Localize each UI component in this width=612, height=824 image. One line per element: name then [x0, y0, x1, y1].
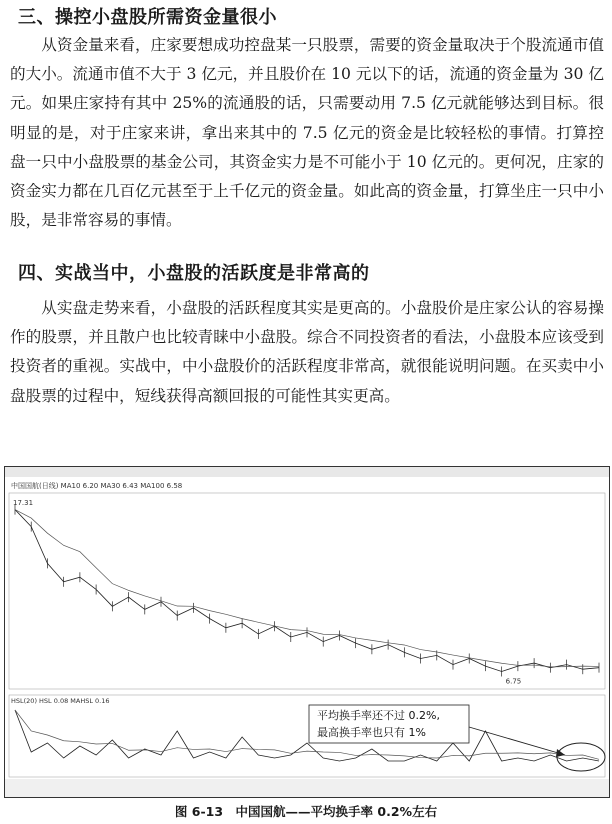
stock-chart-svg: [5, 467, 609, 797]
annotation-text-line1: 平均换手率还不过 0.2%,: [317, 709, 440, 722]
annotation-arrow: [469, 727, 565, 755]
price-series: [15, 505, 599, 677]
price-line: [15, 510, 599, 672]
chart-header-label: 中国国航(日线) MA10 6.20 MA30 6.43 MA100 6.58: [11, 482, 183, 490]
price-low-label: 6.75: [505, 677, 522, 686]
price-panel: [9, 493, 605, 689]
stock-chart-figure: [4, 466, 610, 798]
section-heading-4: 四、实战当中，小盘股的活跃度是非常高的: [18, 263, 370, 284]
moving-average-line: [15, 510, 599, 667]
price-high-label: 17.31: [13, 499, 34, 507]
volume-panel-label: HSL(20) HSL 0.08 MAHSL 0.16: [11, 697, 110, 705]
annotation-text-line2: 最高换手率也只有 1%: [317, 726, 426, 739]
chart-toolbar: [5, 467, 609, 477]
turnover-average-line: [15, 710, 599, 759]
figure-caption: 图 6-13 中国国航——平均换手率 0.2%左右: [174, 804, 438, 819]
section-paragraph-4: 从实盘走势来看，小盘股的活跃程度其实是更高的。小盘股价是庄家公认的容易操作的股票，并且散户也比较青睐中小盘股。综合不同投资者的看法，小盘股本应该受到投资者的重视。实战中，中小盘股价的活跃程度非常高，就很能说明问题。在买卖中小盘股票的过程中，短线获得高额回报的可能性其实更高。: [10, 299, 604, 405]
chart-bottom-strip: [5, 779, 609, 797]
section-heading-3: 三、操控小盘股所需资金量很小: [18, 7, 277, 28]
section-paragraph-3: 从资金量来看，庄家要想成功控盘某一只股票，需要的资金量取决于个股流通市值的大小。流通市值不大于 3 亿元，并且股价在 10 元以下的话，流通的资金量为 30 亿元。如果庄家持有其中 25%的流通股的话，只需要动用 7.5 亿元就能够达到目标。很明显的是，对于庄家来讲，拿出来其中的 7.5 亿元的资金是比较轻松的事情。打算控盘一只中小盘股票的基金公司，其资金实力是不可能小于 10 亿元的。更何况，庄家的资金实力都在几百亿元甚至于上千亿元的资金量。如此高的资金量，打算坐庄一只中小股，是非常容易的事情。: [10, 36, 604, 230]
turnover-series: [15, 710, 599, 761]
annotation-ellipse: [557, 743, 605, 771]
volume-panel: [9, 695, 605, 777]
